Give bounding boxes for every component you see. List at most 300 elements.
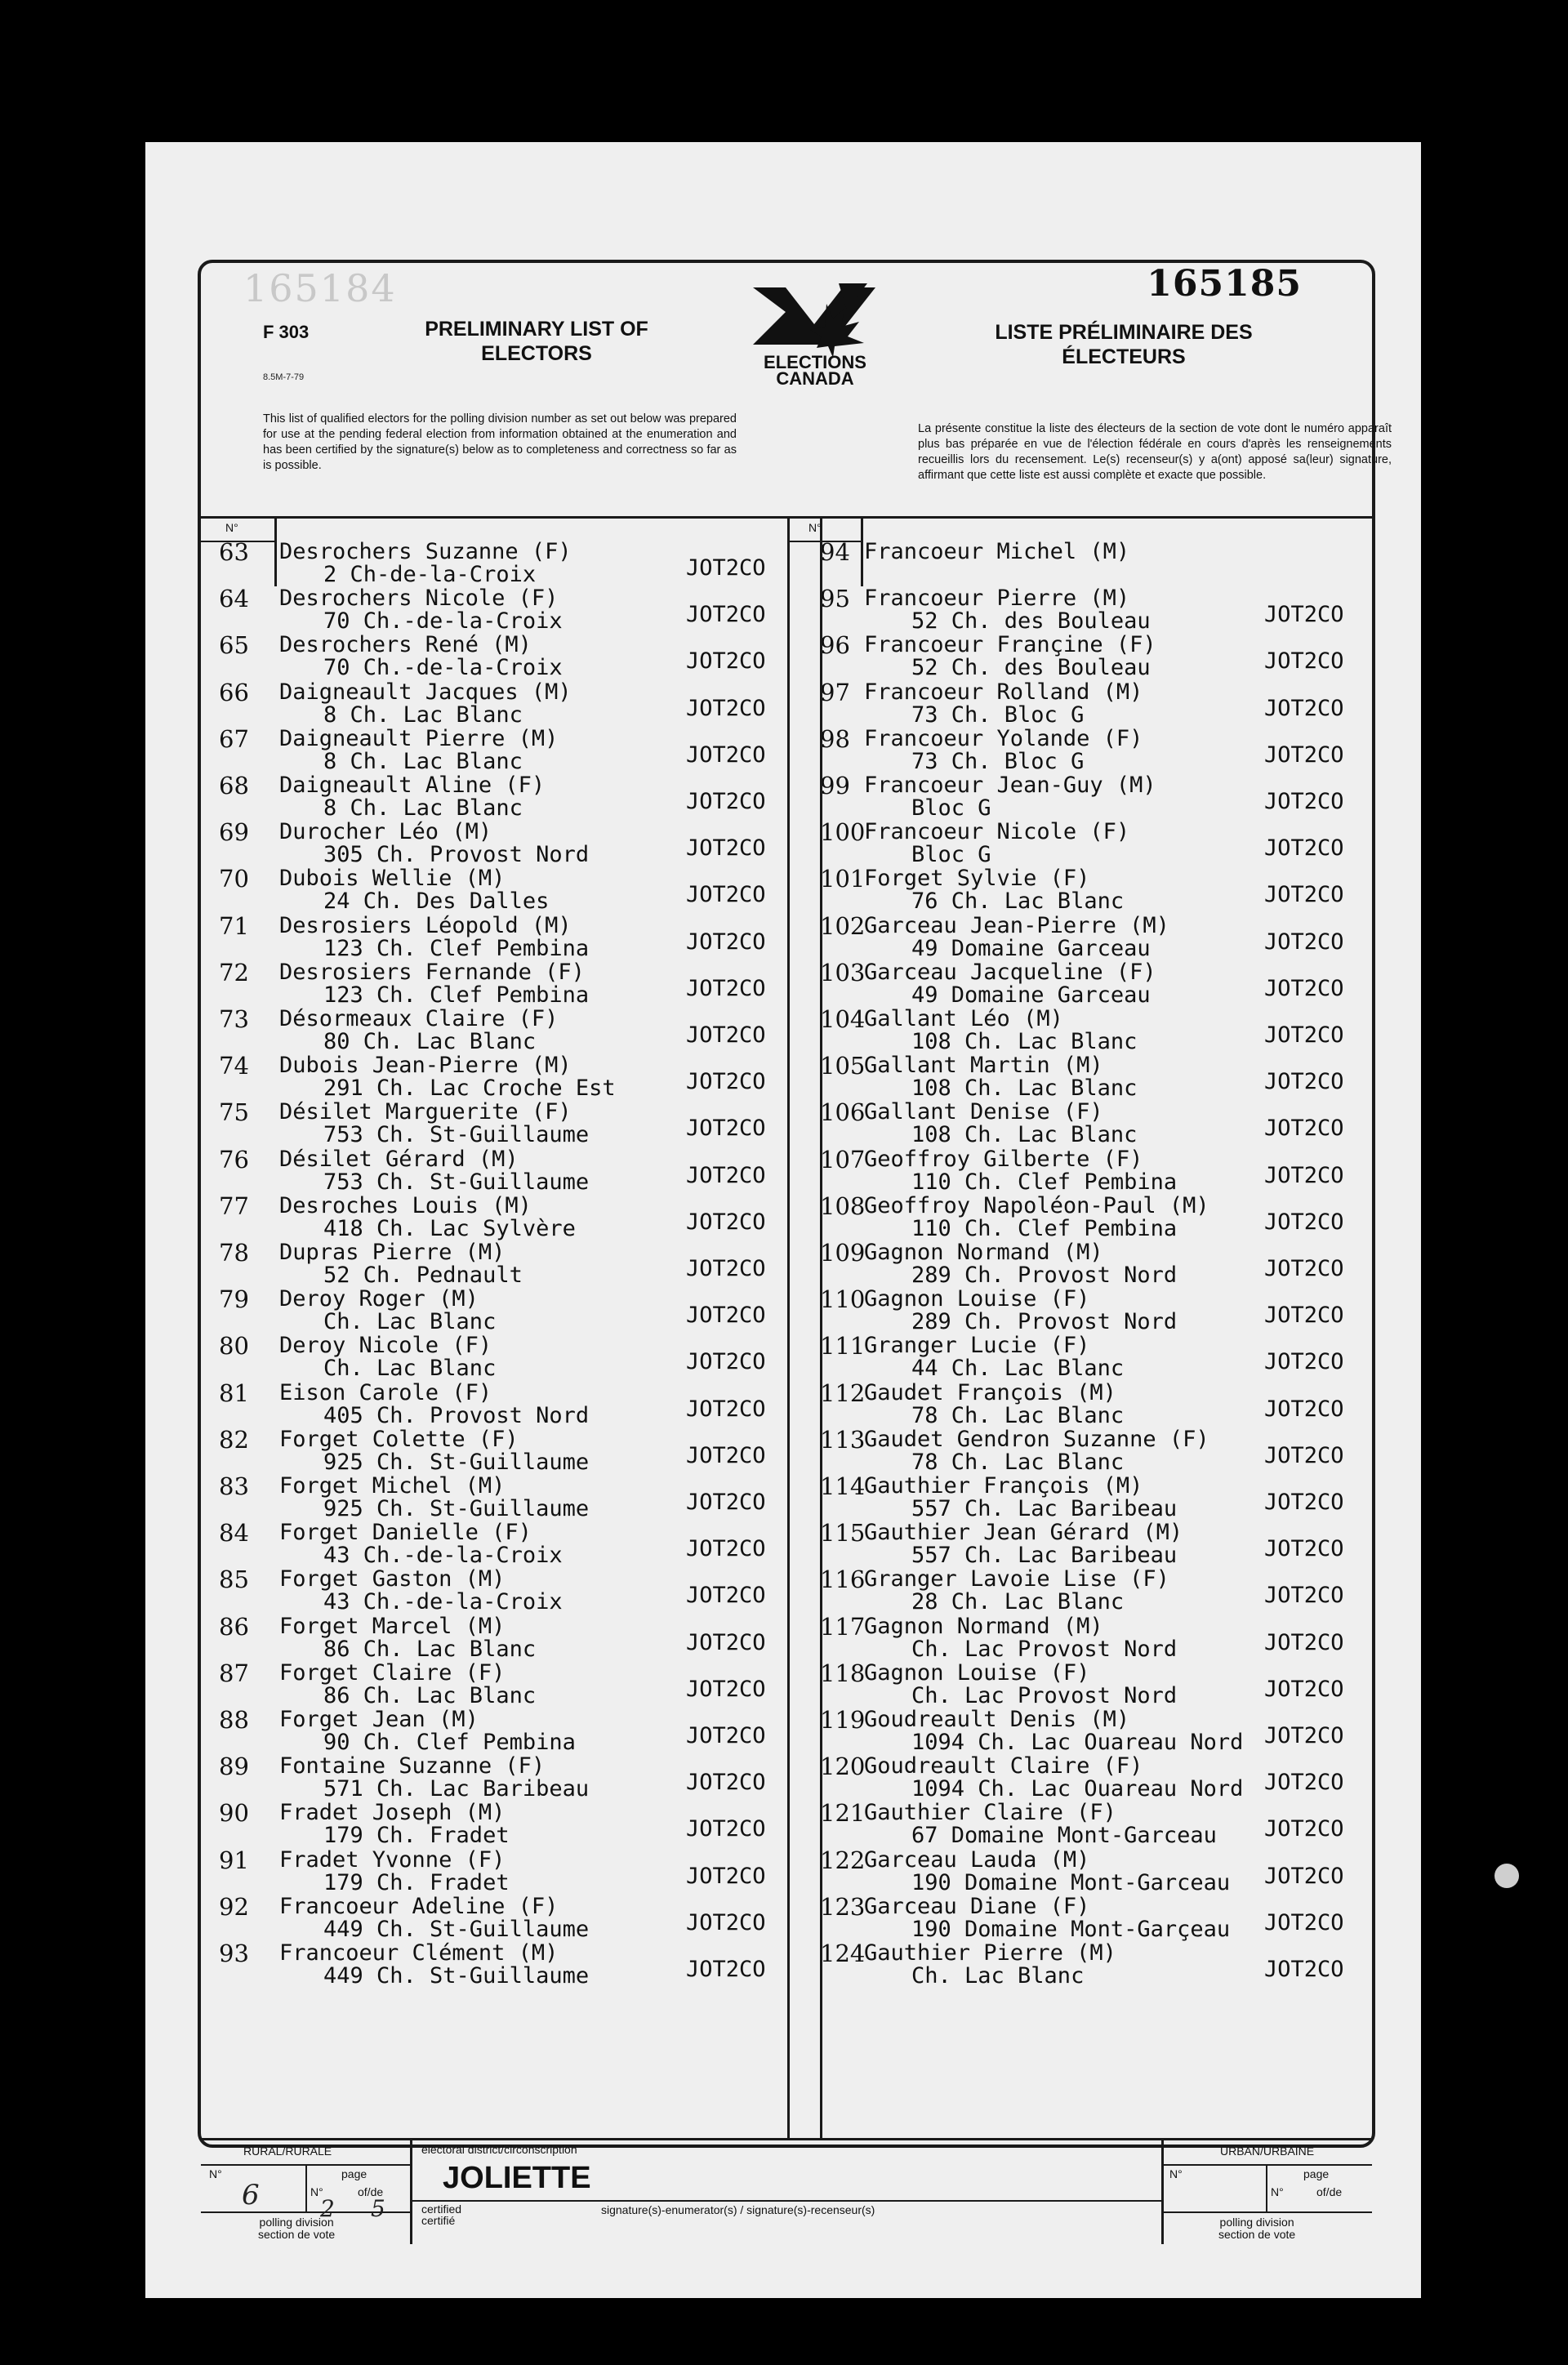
table-top-rule [201, 516, 1372, 519]
elector-name: Granger Lucie (F) [864, 1333, 1090, 1359]
elector-name: Garceau Diane (F) [864, 1893, 1090, 1919]
elector-postal-code: JOT2CO [1264, 1629, 1344, 1655]
elector-number: 114 [820, 1472, 866, 1500]
elector-number: 122 [820, 1846, 866, 1874]
elector-name: Forget Claire (F) [279, 1659, 506, 1686]
elector-postal-code: JOT2CO [686, 1256, 766, 1281]
elector-postal-code: JOT2CO [1264, 1583, 1344, 1609]
polling-label-en: polling division [259, 2216, 334, 2229]
elector-name: Gagnon Normand (M) [864, 1613, 1103, 1639]
page-number: 2 [320, 2195, 335, 2222]
elector-number: 92 [219, 1892, 249, 1921]
elector-name: Gaudet François (M) [864, 1379, 1116, 1405]
elector-postal-code: JOT2CO [1264, 1069, 1344, 1095]
elector-address: 28 Ch. Lac Blanc [911, 1589, 1125, 1615]
elector-name: Francoeur Yolande (F) [864, 725, 1143, 751]
elector-name: Daigneault Jacques (M) [279, 679, 572, 705]
elector-name: Dubois Wellie (M) [279, 866, 506, 892]
elector-address: Ch. Lac Blanc [323, 1309, 497, 1335]
elector-address: 49 Domaine Garceau [911, 935, 1151, 961]
elector-name: Dubois Jean-Pierre (M) [279, 1053, 572, 1079]
elector-number: 106 [820, 1098, 866, 1127]
elector-postal-code: JOT2CO [686, 602, 766, 628]
elector-postal-code: JOT2CO [686, 882, 766, 908]
elector-number: 90 [219, 1799, 249, 1828]
elector-address: 52 Ch. des Bouleau [911, 608, 1151, 635]
intro-french: La présente constitue la liste des électeurs de la section de vote dont le numéro apparaît plus bas préparée en vue de l'élection fédérale en cours d'après les renseignements recueillis lors du recensement. Le(s) recenseur(s) y a(ont) apposé sa(leur) signature, affirmant que cette liste est aussi complète et exacte que possible. [918, 422, 1392, 482]
elector-name: Gauthier Jean Gérard (M) [864, 1520, 1183, 1546]
elector-postal-code: JOT2CO [1264, 1770, 1344, 1796]
elector-postal-code: JOT2CO [1264, 1162, 1344, 1188]
elector-postal-code: JOT2CO [686, 835, 766, 862]
elector-postal-code: JOT2CO [1264, 602, 1344, 628]
elector-postal-code: JOT2CO [1264, 882, 1344, 908]
elector-postal-code: JOT2CO [1264, 929, 1344, 955]
elector-number: 78 [219, 1239, 249, 1267]
elector-name: Garceau Lauda (M) [864, 1846, 1090, 1873]
elector-name: Francoeur Pierre (M) [864, 586, 1130, 612]
elector-address: 289 Ch. Provost Nord [911, 1309, 1178, 1335]
elector-postal-code: JOT2CO [686, 1022, 766, 1048]
elector-name: Francoeur Michel (M) [864, 539, 1130, 564]
elector-postal-code: JOT2CO [686, 1629, 766, 1655]
urban-of-label: of/de [1316, 2185, 1343, 2198]
elector-postal-code: JOT2CO [1264, 1209, 1344, 1235]
elector-number: 86 [219, 1612, 249, 1641]
elector-number: 88 [219, 1706, 249, 1734]
elector-postal-code: JOT2CO [1264, 1490, 1344, 1515]
elector-address: Bloc G [911, 842, 991, 868]
elector-address: Ch. Lac Provost Nord [911, 1682, 1178, 1708]
urban-polling-label-en: polling division [1219, 2216, 1294, 2229]
elector-number: 103 [820, 958, 866, 987]
elector-address: Ch. Lac Blanc [911, 1963, 1085, 1989]
title-en-line2: ELECTORS [481, 342, 592, 365]
right-no-header: N° [808, 521, 822, 534]
footer-urban-divider [1161, 2138, 1164, 2244]
elector-number: 80 [219, 1332, 249, 1361]
elector-number: 74 [219, 1052, 249, 1080]
title-en-line1: PRELIMINARY LIST OF [425, 318, 648, 341]
elector-name: Forget Colette (F) [279, 1426, 519, 1452]
elector-postal-code: JOT2CO [1264, 1676, 1344, 1702]
elector-address: 753 Ch. St-Guillaume [323, 1169, 590, 1195]
elector-name: Gallant Léo (M) [864, 1006, 1063, 1031]
elector-address: 925 Ch. St-Guillaume [323, 1449, 590, 1475]
elector-postal-code: JOT2CO [1264, 789, 1344, 814]
elector-postal-code: JOT2CO [686, 1069, 766, 1095]
elector-address: 80 Ch. Lac Blanc [323, 1029, 537, 1054]
elector-postal-code: JOT2CO [686, 1490, 766, 1515]
left-no-col-rule [274, 516, 277, 586]
rural-of-label: of/de [358, 2185, 384, 2198]
elector-number: 116 [820, 1566, 866, 1594]
elector-name: Forget Danielle (F) [279, 1520, 532, 1546]
elector-number: 99 [820, 772, 850, 799]
elector-number: 100 [820, 818, 866, 847]
elector-number: 112 [820, 1378, 866, 1407]
elector-name: Desroches Louis (M) [279, 1192, 532, 1218]
elector-postal-code: JOT2CO [1264, 1256, 1344, 1281]
signature-label: signature(s)-enumerator(s) / signature(s)-recenseur(s) [601, 2203, 875, 2216]
elector-postal-code: JOT2CO [1264, 1536, 1344, 1562]
elector-name: Désilet Marguerite (F) [279, 1099, 572, 1125]
certified-fr: certifié [421, 2214, 456, 2227]
elector-postal-code: JOT2CO [686, 1676, 766, 1702]
elector-postal-code: JOT2CO [686, 1723, 766, 1748]
elector-number: 64 [219, 585, 249, 613]
elector-name: Desrochers René (M) [279, 632, 532, 658]
elector-name: Gauthier Claire (F) [864, 1800, 1116, 1826]
elector-address: 418 Ch. Lac Sylvère [323, 1215, 576, 1241]
title-fr-line1: LISTE PRÉLIMINAIRE DES [995, 321, 1253, 344]
dust-speck [1494, 1864, 1519, 1888]
elector-name: Daigneault Aline (F) [279, 773, 546, 798]
elector-number: 71 [219, 911, 249, 940]
elector-postal-code: JOT2CO [686, 1162, 766, 1188]
faded-serial-stamp: 165184 [243, 266, 397, 310]
elector-address: 67 Domaine Mont-Garceau [911, 1823, 1217, 1849]
elector-number: 111 [820, 1332, 866, 1361]
title-english [394, 317, 679, 366]
elector-name: Eison Carole (F) [279, 1379, 492, 1405]
page-of-number: 5 [371, 2195, 385, 2222]
elector-address: 70 Ch.-de-la-Croix [323, 655, 563, 681]
elector-postal-code: JOT2CO [686, 789, 766, 814]
elector-name: Gallant Martin (M) [864, 1053, 1103, 1079]
footer-rural-divider [410, 2138, 412, 2244]
certified-rule [410, 2200, 1161, 2202]
elector-number: 85 [219, 1566, 249, 1594]
elector-name: Francoeur Françine (F) [864, 632, 1156, 658]
elector-address: 90 Ch. Clef Pembina [323, 1730, 576, 1755]
elector-name: Desrosiers Fernande (F) [279, 959, 585, 985]
elector-name: Forget Jean (M) [279, 1707, 479, 1732]
elector-number: 124 [820, 1940, 866, 1967]
elector-address: Ch. Lac Provost Nord [911, 1636, 1178, 1662]
elector-address: 43 Ch.-de-la-Croix [323, 1543, 563, 1569]
rural-no-label: N° [209, 2167, 222, 2180]
elector-number: 65 [219, 631, 249, 660]
elector-postal-code: JOT2CO [1264, 1396, 1344, 1422]
elector-address: 289 Ch. Provost Nord [911, 1263, 1178, 1288]
urban-page-label: page [1303, 2167, 1330, 2180]
elector-postal-code: JOT2CO [686, 1816, 766, 1842]
elector-number: 118 [820, 1659, 866, 1687]
column-divider-left [787, 516, 790, 2138]
form-number: F 303 [263, 322, 310, 342]
elector-postal-code: JOT2CO [686, 975, 766, 1001]
elector-postal-code: JOT2CO [1264, 835, 1344, 862]
elector-postal-code: JOT2CO [686, 1957, 766, 1982]
logo-line2: CANADA [776, 368, 854, 389]
elector-number: 104 [820, 1005, 866, 1033]
elector-address: 8 Ch. Lac Blanc [323, 701, 523, 728]
elector-postal-code: JOT2CO [686, 1583, 766, 1609]
elector-name: Desrosiers Léopold (M) [279, 912, 572, 938]
logo-line1: ELECTIONS [764, 352, 866, 372]
urban-polling-label [1218, 2216, 1295, 2241]
elector-name: Granger Lavoie Lise (F) [864, 1566, 1169, 1592]
elector-number: 79 [219, 1285, 249, 1314]
elector-name: Deroy Roger (M) [279, 1286, 479, 1312]
elector-address: 49 Domaine Garceau [911, 982, 1151, 1008]
elector-name: Gagnon Louise (F) [864, 1659, 1090, 1686]
elector-number: 82 [219, 1425, 249, 1454]
elector-address: 571 Ch. Lac Baribeau [323, 1776, 590, 1802]
urban-polling-label-fr: section de vote [1218, 2228, 1296, 2241]
elector-number: 89 [219, 1753, 249, 1781]
elector-number: 110 [820, 1285, 866, 1314]
right-no-col-rule [861, 516, 863, 586]
elector-number: 113 [820, 1425, 866, 1454]
elector-number: 91 [219, 1846, 249, 1874]
elector-postal-code: JOT2CO [686, 1536, 766, 1562]
elector-name: Forget Michel (M) [279, 1473, 506, 1499]
elector-name: Gagnon Louise (F) [864, 1286, 1090, 1312]
elector-address: 557 Ch. Lac Baribeau [911, 1543, 1178, 1569]
elector-address: 108 Ch. Lac Blanc [911, 1029, 1138, 1054]
urban-no-label: N° [1169, 2167, 1183, 2180]
rural-label: RURAL/RURALE [243, 2145, 332, 2158]
title-fr-line2: ÉLECTEURS [1062, 345, 1186, 368]
elector-address: Bloc G [911, 795, 991, 821]
elector-number: 76 [219, 1145, 249, 1174]
elector-number: 84 [219, 1519, 249, 1548]
elector-address: 179 Ch. Fradet [323, 1823, 510, 1849]
elector-name: Forget Gaston (M) [279, 1566, 506, 1592]
elector-name: Dupras Pierre (M) [279, 1240, 506, 1265]
elector-address: 557 Ch. Lac Baribeau [911, 1496, 1178, 1521]
elector-number: 63 [219, 538, 249, 566]
elector-name: Francoeur Jean-Guy (M) [864, 773, 1156, 798]
elector-number: 83 [219, 1472, 249, 1500]
elector-name: Desrochers Suzanne (F) [279, 539, 572, 564]
elector-number: 101 [820, 865, 866, 893]
elector-postal-code: JOT2CO [1264, 1116, 1344, 1142]
elector-postal-code: JOT2CO [1264, 1022, 1344, 1048]
elector-name: Désormeaux Claire (F) [279, 1006, 559, 1031]
elector-postal-code: JOT2CO [1264, 1909, 1344, 1935]
elector-address: 76 Ch. Lac Blanc [911, 889, 1125, 915]
elector-number: 123 [820, 1892, 866, 1921]
elector-postal-code: JOT2CO [686, 648, 766, 675]
elector-number: 66 [219, 678, 249, 706]
elector-postal-code: JOT2CO [686, 1909, 766, 1935]
district-label: electoral district/circonscription [421, 2143, 577, 2156]
elector-number: 117 [820, 1612, 866, 1641]
serial-number-stamp: 165185 [1147, 263, 1302, 305]
elector-postal-code: JOT2CO [1264, 1723, 1344, 1748]
elector-postal-code: JOT2CO [686, 1396, 766, 1422]
elector-postal-code: JOT2CO [1264, 975, 1344, 1001]
elector-address: 753 Ch. St-Guillaume [323, 1122, 590, 1148]
elector-number: 93 [219, 1940, 249, 1967]
elector-name: Désilet Gérard (M) [279, 1146, 519, 1172]
elector-name: Garceau Jean-Pierre (M) [864, 912, 1169, 938]
elector-name: Desrochers Nicole (F) [279, 586, 559, 612]
elector-number: 70 [219, 865, 249, 893]
elector-address: 190 Domaine Mont-Garceau [911, 1869, 1231, 1895]
elector-name: Francoeur Adeline (F) [279, 1893, 559, 1919]
elector-address: 2 Ch-de-la-Croix [323, 562, 537, 587]
elector-number: 121 [820, 1799, 866, 1828]
elector-address: Ch. Lac Blanc [323, 1356, 497, 1382]
elector-name: Gauthier Pierre (M) [864, 1940, 1116, 1966]
elector-address: 110 Ch. Clef Pembina [911, 1169, 1178, 1195]
elector-address: 44 Ch. Lac Blanc [911, 1356, 1125, 1382]
elector-number: 87 [219, 1659, 249, 1687]
elector-address: 449 Ch. St-Guillaume [323, 1916, 590, 1942]
elector-postal-code: JOT2CO [686, 1209, 766, 1235]
title-french [936, 320, 1312, 369]
elector-name: Forget Marcel (M) [279, 1613, 506, 1639]
elector-name: Gallant Denise (F) [864, 1099, 1103, 1125]
footer-top-rule [201, 2138, 1372, 2140]
elector-postal-code: JOT2CO [1264, 1442, 1344, 1468]
elector-number: 69 [219, 818, 249, 847]
elector-address: 1094 Ch. Lac Ouareau Nord [911, 1776, 1244, 1802]
urban-page-no-label: N° [1271, 2185, 1284, 2198]
elector-number: 94 [820, 538, 850, 566]
elector-address: 86 Ch. Lac Blanc [323, 1682, 537, 1708]
elector-postal-code: JOT2CO [686, 1442, 766, 1468]
elector-address: 73 Ch. Bloc G [911, 701, 1085, 728]
elector-address: 52 Ch. des Bouleau [911, 655, 1151, 681]
elector-address: 123 Ch. Clef Pembina [323, 935, 590, 961]
elector-postal-code: JOT2CO [686, 929, 766, 955]
elector-name: Goudreault Claire (F) [864, 1753, 1143, 1779]
elector-number: 67 [219, 724, 249, 753]
elector-number: 105 [820, 1052, 866, 1080]
elector-address: 70 Ch.-de-la-Croix [323, 608, 563, 635]
elector-number: 73 [219, 1005, 249, 1033]
elector-number: 115 [820, 1519, 866, 1548]
elector-number: 98 [820, 724, 850, 753]
rural-page-no-label: N° [310, 2185, 323, 2198]
elector-number: 95 [820, 585, 850, 613]
elector-postal-code: JOT2CO [686, 742, 766, 768]
elector-postal-code: JOT2CO [1264, 648, 1344, 675]
elector-number: 75 [219, 1098, 249, 1127]
elector-number: 81 [219, 1378, 249, 1407]
elector-number: 108 [820, 1191, 866, 1220]
elector-number: 96 [820, 631, 850, 660]
elector-postal-code: JOT2CO [686, 1303, 766, 1329]
elector-number: 97 [820, 678, 850, 706]
elector-postal-code: JOT2CO [1264, 1863, 1344, 1889]
elector-number: 109 [820, 1239, 866, 1267]
elector-name: Goudreault Denis (M) [864, 1707, 1130, 1732]
elector-name: Francoeur Nicole (F) [864, 819, 1130, 845]
elector-number: 102 [820, 911, 866, 940]
elector-address: 24 Ch. Des Dalles [323, 889, 550, 915]
elector-address: 78 Ch. Lac Blanc [911, 1449, 1125, 1475]
elector-number: 119 [820, 1706, 866, 1734]
elector-name: Garceau Jacqueline (F) [864, 959, 1156, 985]
elector-address: 43 Ch.-de-la-Croix [323, 1589, 563, 1615]
print-code: 8.5M-7-79 [263, 372, 305, 382]
elector-address: 449 Ch. St-Guillaume [323, 1963, 590, 1989]
elector-address: 925 Ch. St-Guillaume [323, 1496, 590, 1521]
elector-postal-code: JOT2CO [686, 695, 766, 721]
elector-name: Gauthier François (M) [864, 1473, 1143, 1499]
elector-postal-code: JOT2CO [1264, 742, 1344, 768]
rural-page-label: page [341, 2167, 368, 2180]
elector-address: 86 Ch. Lac Blanc [323, 1636, 537, 1662]
elector-address: 108 Ch. Lac Blanc [911, 1122, 1138, 1148]
elector-postal-code: JOT2CO [686, 1863, 766, 1889]
elector-number: 77 [219, 1191, 249, 1220]
elector-address: 405 Ch. Provost Nord [323, 1402, 590, 1428]
elector-address: 123 Ch. Clef Pembina [323, 982, 590, 1008]
polling-division-number: 6 [242, 2179, 260, 2211]
rural-polling-label [258, 2216, 335, 2241]
elector-postal-code: JOT2CO [686, 555, 766, 581]
elector-address: 179 Ch. Fradet [323, 1869, 510, 1895]
elector-address: 73 Ch. Bloc G [911, 748, 1085, 774]
elector-name: Geoffroy Napoléon-Paul (M) [864, 1192, 1209, 1218]
elector-name: Francoeur Rolland (M) [864, 679, 1143, 705]
left-no-header: N° [225, 521, 238, 534]
elector-postal-code: JOT2CO [1264, 695, 1344, 721]
footer-rural-split [305, 2164, 307, 2211]
certified-label [421, 2203, 461, 2226]
elector-number: 107 [820, 1145, 866, 1174]
elections-canada-logo [737, 279, 892, 394]
elector-name: Fradet Joseph (M) [279, 1800, 506, 1826]
elector-name: Fontaine Suzanne (F) [279, 1753, 546, 1779]
elector-postal-code: JOT2CO [686, 1770, 766, 1796]
intro-english: This list of qualified electors for the polling division number as set out below was prepared for use at the pending federal election from information obtained at the enumeration and has been certified by the signature(s) below as to completeness and correctness so far as is possible. [263, 412, 737, 472]
urban-label: URBAN/URBAINE [1220, 2145, 1315, 2158]
district-value: JOLIETTE [443, 2161, 591, 2195]
elector-address: 108 Ch. Lac Blanc [911, 1076, 1138, 1102]
elector-postal-code: JOT2CO [686, 1116, 766, 1142]
elector-name: Daigneault Pierre (M) [279, 725, 559, 751]
elector-number: 68 [219, 772, 249, 799]
elector-name: Fradet Yvonne (F) [279, 1846, 506, 1873]
elector-postal-code: JOT2CO [1264, 1816, 1344, 1842]
elector-name: Durocher Léo (M) [279, 819, 492, 845]
polling-label-fr: section de vote [258, 2228, 336, 2241]
elector-address: 52 Ch. Pednault [323, 1263, 523, 1288]
urban-bottom-rule [1161, 2211, 1372, 2213]
elector-postal-code: JOT2CO [1264, 1957, 1344, 1982]
elector-address: 110 Ch. Clef Pembina [911, 1215, 1178, 1241]
elector-address: 291 Ch. Lac Croche Est [323, 1076, 616, 1102]
elector-postal-code: JOT2CO [1264, 1349, 1344, 1375]
elector-address: 8 Ch. Lac Blanc [323, 795, 523, 821]
elector-name: Deroy Nicole (F) [279, 1333, 492, 1359]
elector-name: Geoffroy Gilberte (F) [864, 1146, 1143, 1172]
certified-en: certified [421, 2202, 462, 2216]
elector-address: 1094 Ch. Lac Ouareau Nord [911, 1730, 1244, 1755]
elector-address: 305 Ch. Provost Nord [323, 842, 590, 868]
elector-name: Gaudet Gendron Suzanne (F) [864, 1426, 1209, 1452]
electors-list-sheet [145, 142, 1421, 2298]
elector-number: 120 [820, 1753, 866, 1781]
elector-address: 190 Domaine Mont-Garçeau [911, 1916, 1231, 1942]
elector-postal-code: JOT2CO [1264, 1303, 1344, 1329]
form-frame [198, 260, 1392, 2241]
elector-name: Francoeur Clément (M) [279, 1940, 559, 1966]
elector-name: Gagnon Normand (M) [864, 1240, 1103, 1265]
elector-address: 8 Ch. Lac Blanc [323, 748, 523, 774]
elector-name: Forget Sylvie (F) [864, 866, 1090, 892]
elector-address: 78 Ch. Lac Blanc [911, 1402, 1125, 1428]
elector-number: 72 [219, 958, 249, 987]
